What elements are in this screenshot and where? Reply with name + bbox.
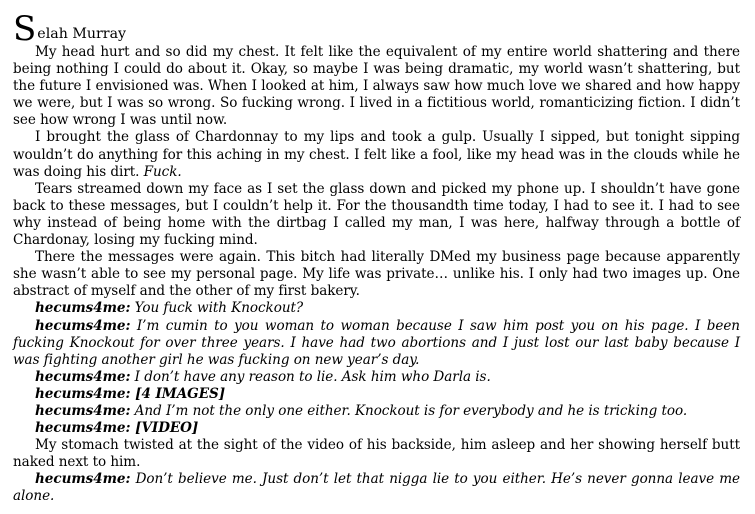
- dm-text: You fuck with Knockout?: [130, 300, 304, 317]
- dm-message: [13, 403, 740, 420]
- paragraph-5: My stomach twisted at the sight of the video of his backside, him asleep and her showing herself butt naked next to him.: [13, 437, 740, 471]
- dm-message: [13, 386, 740, 403]
- dm-handle: hecums4me:: [35, 317, 131, 334]
- dm-text: Don’t believe me. Just don’t let that nigga lie to you either. He’s never gonna leave me alone.: [13, 471, 740, 505]
- dm-message: [13, 471, 740, 505]
- dm-handle: hecums4me:: [35, 385, 131, 402]
- dm-handle: hecums4me:: [35, 471, 131, 488]
- paragraph-3: Tears streamed down my face as I set the glass down and picked my phone up. I shouldn’t have gone back to these messages, but I couldn’t help it. For the thousandth time today, I had to see it. I had to see why instead of being home with the dirtbag I called my man, I was here, halfway through a bottle of Chardonay, losing my fucking mind.: [13, 180, 740, 249]
- paragraph-2-emphasis: Fuck.: [143, 163, 182, 180]
- dm-text: [VIDEO]: [130, 420, 199, 437]
- book-page: [13, 9, 740, 506]
- paragraph-2: [13, 129, 740, 180]
- dm-message: [13, 369, 740, 386]
- dm-handle: hecums4me:: [35, 368, 131, 385]
- drop-cap: S: [13, 9, 37, 49]
- dm-text: I don’t have any reason to lie. Ask him who Darla is.: [130, 368, 491, 385]
- dm-message: [13, 420, 740, 437]
- dm-text: I’m cumin to you woman to woman because I saw him post you on his page. I been fucking Knockout for over three years. I have had two abortions and I just lost our last baby because I was fighting another girl he was fucking on new year’s day.: [13, 317, 740, 368]
- paragraph-4: There the messages were again. This bitch had literally DMed my business page because apparently she wasn’t able to see my personal page. My life was private… unlike his. I only had two images up. One abstract of myself and the other of my first bakery.: [13, 249, 740, 300]
- paragraph-2-text: I brought the glass of Chardonnay to my lips and took a gulp. Usually I sipped, but tonight sipping wouldn’t do anything for this aching in my chest. I felt like a fool, like my head was in the clouds while he was doing his dirt.: [13, 129, 740, 180]
- dm-handle: hecums4me:: [35, 300, 131, 317]
- dm-handle: hecums4me:: [35, 402, 131, 419]
- chapter-heading: [13, 9, 740, 49]
- dm-handle: hecums4me:: [35, 420, 131, 437]
- dm-text: [4 IMAGES]: [130, 385, 226, 402]
- dm-message: [13, 318, 740, 369]
- dm-text: And I’m not the only one either. Knockout is for everybody and he is tricking too.: [130, 402, 688, 419]
- chapter-pov-name: elah Murray: [37, 26, 127, 42]
- paragraph-1: My head hurt and so did my chest. It felt like the equivalent of my entire world shattering and there being nothing I could do about it. Okay, so maybe I was being dramatic, my world wasn’t shattering, but the future I envisioned was. When I looked at him, I always saw how much love we shared and how happy we were, but I was so wrong. So fucking wrong. I lived in a fictitious world, romanticizing fiction. I didn’t see how wrong I was until now.: [13, 44, 740, 129]
- dm-message: [13, 300, 740, 317]
